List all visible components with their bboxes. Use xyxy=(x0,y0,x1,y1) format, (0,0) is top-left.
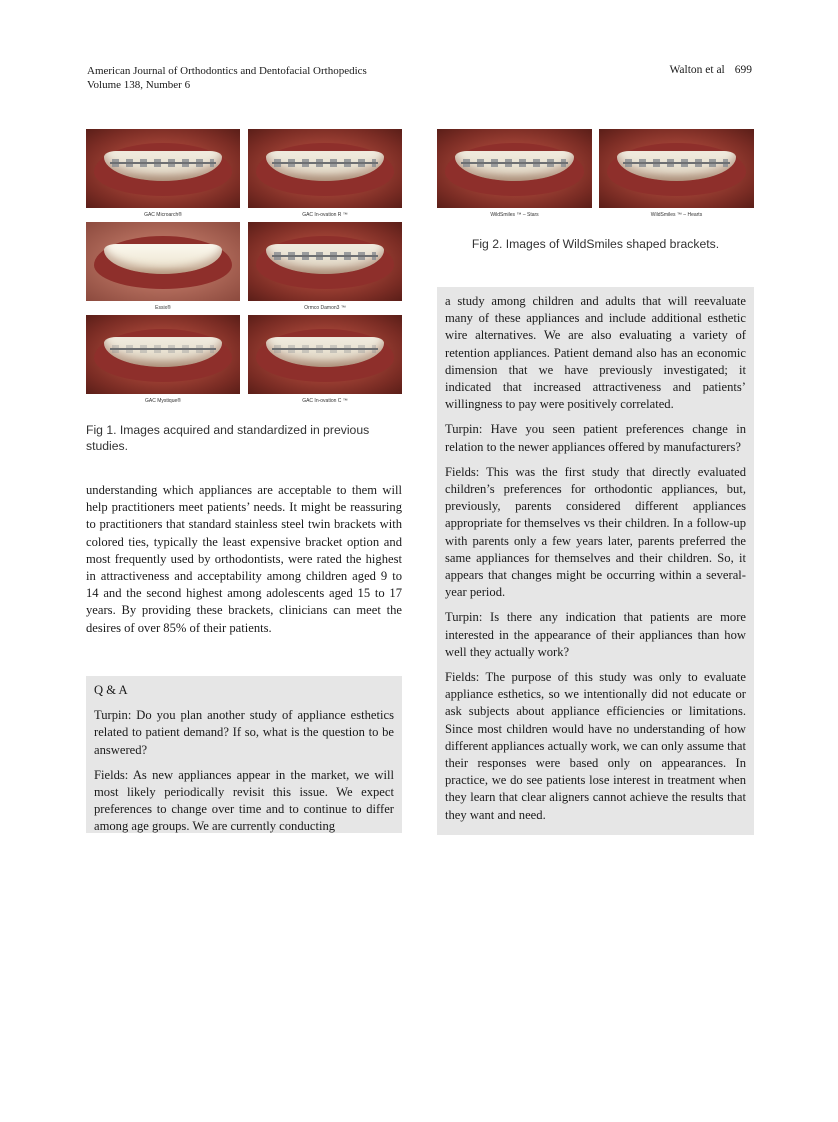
figure-1 xyxy=(86,129,402,408)
qa-box-right xyxy=(437,287,754,835)
smile-photo-gac-inovation-c xyxy=(248,315,402,394)
smile-photo-ormco-damon3 xyxy=(248,222,402,301)
smile-photo-gac-mystique xyxy=(86,315,240,394)
photo-label: GAC Microarch® xyxy=(144,212,182,218)
body-paragraph: understanding which appliances are acceptable to them will help practitioners meet patients’ needs. It might be reassuring to practitioners that standard stainless steel twin brackets with colored ties, typically the least expensive bracket option and most frequently used by orthodontists, were rated the highest in attractiveness and acceptability among children aged 9 to 14 and the second highest among adolescents aged 15 to 17 years. By providing these brackets, clinicians can meet the desires of over 85% of their patients. xyxy=(86,483,402,635)
smile-photo-essix xyxy=(86,222,240,301)
author-names: Walton et al xyxy=(669,64,725,76)
answer-1-part-2: a study among children and adults that will reevaluate many of these appliances and include additional esthetic wire alternatives. We are also evaluating a variety of retention appliances. Patient demand also has an economic dimension that we have previously investigated; it indicated that increased attractiveness and patients’ willingness to pay were positively correlated. xyxy=(445,294,746,412)
question-2: Turpin: Have you seen patient preferences change in relation to the newer appliances offered by manufacturers? xyxy=(445,422,746,454)
header-right xyxy=(669,64,752,76)
photo-label: GAC In-ovation C ™ xyxy=(302,398,348,404)
answer-2: Fields: This was the first study that directly evaluated children’s preferences for orthodontic appliances, but, previously, parents considered different appliances appropriate for themselves vs their children. In a follow-up with parents only a few years later, parents preferred the same appliances for themselves and their children. So, it appears that changes might be occurring within a several-year period. xyxy=(445,464,746,600)
photo-label: WildSmiles ™ – Stars xyxy=(490,212,539,218)
smile-photo-wildsmiles-hearts xyxy=(599,129,754,208)
photo-label: Ormco Damon3 ™ xyxy=(304,305,346,311)
figure-2 xyxy=(437,129,754,222)
photo-label: GAC Mystique® xyxy=(145,398,181,404)
running-header xyxy=(87,64,367,92)
answer-3: Fields: The purpose of this study was only to evaluate appliance esthetics, so we intentionally did not educate or ask subjects about appliance efficiencies or limitations. Since most children would have no understanding of how different appliances actually work, we can only assume that their responses were based only on appearances. In practice, we do see patients lose interest in treatment when they learn that clear aligners cannot achieve the results that they want and need. xyxy=(445,670,746,822)
question-3: Turpin: Is there any indication that patients are more interested in the appearance of their appliances than how well they actually work? xyxy=(445,610,746,659)
smile-photo-gac-inovation-r xyxy=(248,129,402,208)
question-1: Turpin: Do you plan another study of appliance esthetics related to patient demand? If so, what is the question to be answered? xyxy=(94,708,394,757)
smile-photo-wildsmiles-stars xyxy=(437,129,592,208)
photo-label: GAC In-ovation R ™ xyxy=(302,212,348,218)
figure-2-caption: Fig 2. Images of WildSmiles shaped brackets. xyxy=(471,237,720,251)
journal-volume: Volume 138, Number 6 xyxy=(87,79,191,91)
qa-title: Q & A xyxy=(94,683,128,697)
page-number: 699 xyxy=(734,64,752,76)
answer-1-part-1: Fields: As new appliances appear in the market, we will most likely periodically revisit this issue. We expect preferences to change over time and to continue to differ among age groups. We are currently conducting xyxy=(94,767,394,834)
smile-photo-gac-microarch xyxy=(86,129,240,208)
photo-label: WildSmiles ™ – Hearts xyxy=(650,212,703,218)
figure-1-caption: Fig 1. Images acquired and standardized in previous studies. xyxy=(86,423,370,453)
qa-box-left xyxy=(86,676,402,833)
photo-label: Essix® xyxy=(155,305,171,311)
journal-title: American Journal of Orthodontics and Dentofacial Orthopedics xyxy=(87,65,367,77)
